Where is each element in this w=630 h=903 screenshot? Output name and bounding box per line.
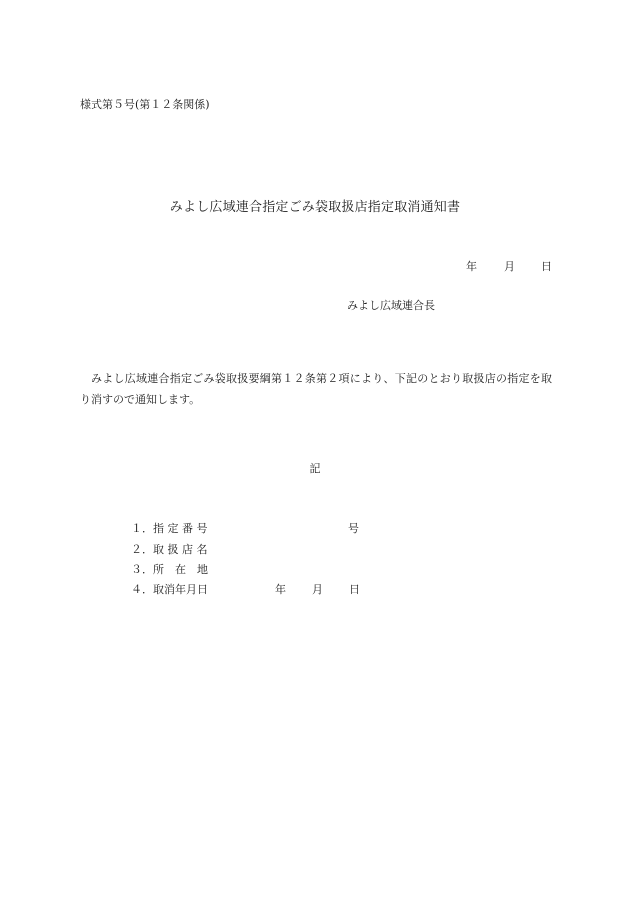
ki-heading: 記 bbox=[309, 462, 321, 475]
item-label: 取消年月日 bbox=[153, 583, 208, 596]
cancellation-date-fields bbox=[275, 581, 360, 597]
item-label: 指 定 番 号 bbox=[153, 522, 208, 535]
date-day-label: 日 bbox=[541, 260, 552, 273]
item-number: ２． bbox=[131, 543, 153, 556]
item-address bbox=[131, 561, 208, 577]
item-designation-number bbox=[131, 520, 208, 536]
item-label: 取 扱 店 名 bbox=[153, 543, 208, 556]
date-year-label: 年 bbox=[275, 583, 286, 596]
date-month-label: 月 bbox=[312, 583, 323, 596]
item-label: 所 在 地 bbox=[153, 563, 208, 576]
item-cancellation-date bbox=[131, 581, 208, 597]
document-title: みよし広域連合指定ごみ袋取扱店指定取消通知書 bbox=[169, 200, 461, 215]
item-number-suffix: 号 bbox=[348, 522, 359, 535]
item-store-name bbox=[131, 541, 208, 557]
issuer-name: みよし広域連合長 bbox=[347, 299, 435, 312]
item-number: １． bbox=[131, 522, 153, 535]
notice-date bbox=[466, 258, 552, 274]
date-month-label: 月 bbox=[504, 260, 515, 273]
item-number: ３． bbox=[131, 563, 153, 576]
date-day-label: 日 bbox=[349, 583, 360, 596]
item-number: ４． bbox=[131, 583, 153, 596]
body-text: みよし広域連合指定ごみ袋取扱要綱第１２条第２項により、下記のとおり取扱店の指定を取り消すので通知します。 bbox=[80, 372, 552, 406]
form-number: 様式第５号(第１２条関係) bbox=[80, 98, 210, 111]
date-year-label: 年 bbox=[466, 260, 477, 273]
